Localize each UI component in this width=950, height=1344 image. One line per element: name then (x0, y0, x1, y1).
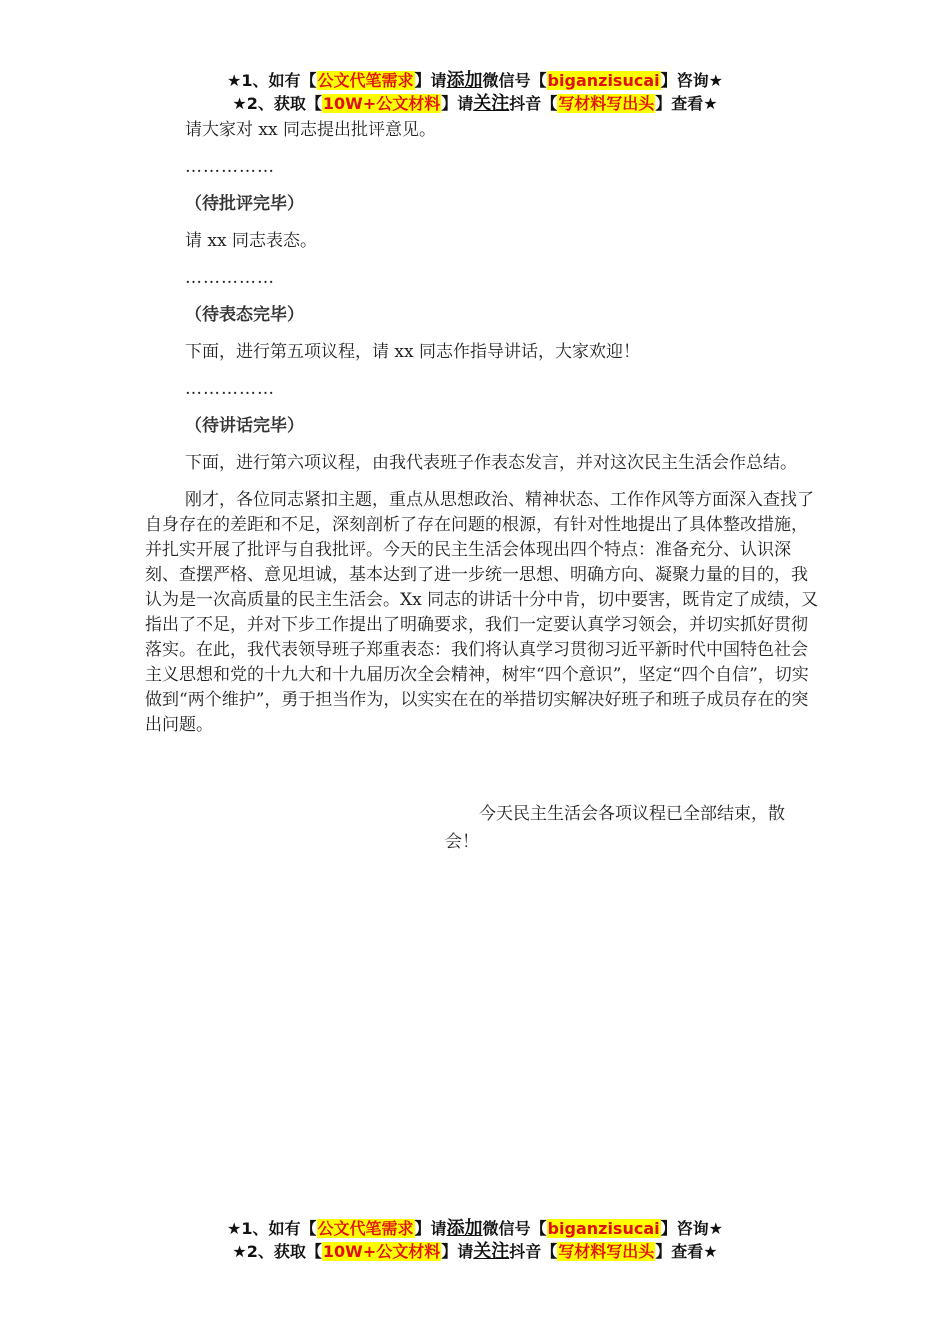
stage-note: （待讲话完毕） (185, 416, 304, 436)
banner-text: 】咨询★ (660, 1219, 723, 1238)
body-paragraph: 下面，进行第五项议程，请 xx 同志作指导讲话，大家欢迎！ (185, 342, 640, 362)
stage-note: （待批评完毕） (185, 194, 304, 214)
banner-highlight-wechat-id: biganzisucai (547, 71, 660, 90)
banner-text: 】请 (441, 94, 474, 113)
banner-highlight: 公文代笔需求 (317, 71, 414, 90)
banner-text: 】查看★ (655, 1242, 718, 1261)
banner-text: 】请 (414, 71, 447, 90)
banner-line-materials (0, 1240, 950, 1263)
banner-text: ★1、如有【 (227, 1219, 317, 1238)
banner-text: 微信号【 (482, 71, 547, 90)
ellipsis-line: …………… (185, 268, 275, 288)
banner-highlight-douyin: 写材料写出头 (558, 94, 655, 113)
banner-text: 抖音【 (509, 94, 558, 113)
banner-line-consult (0, 1217, 950, 1240)
ellipsis-line: …………… (185, 379, 275, 399)
banner-text: 微信号【 (482, 1219, 547, 1238)
banner-text: 】咨询★ (660, 71, 723, 90)
closing-line: 今天民主生活会各项议程已全部结束，散会！ (445, 804, 785, 852)
header-banner (0, 69, 950, 115)
banner-text: 】请 (414, 1219, 447, 1238)
banner-highlight: 公文代笔需求 (317, 1219, 414, 1238)
banner-highlight-wechat-id: biganzisucai (547, 1219, 660, 1238)
body-paragraph-summary: 刚才，各位同志紧扣主题，重点从思想政治、精神状态、工作作风等方面深入查找了自身存在的差距和不足，深刻剖析了存在问题的根源，有针对性地提出了具体整改措施，并扎实开展了批评与自我批评。今天的民主生活会体现出四个特点：准备充分、认识深刻、查摆严格、意见坦诚，基本达到了进一步统一思想、明确方向、凝聚力量的目的，我认为是一次高质量的民主生活会。Xx 同志的讲话十分中肯，切中要害，既肯定了成绩，又指出了不足，并对下步工作提出了明确要求，我们一定要认真学习领会，并切实抓好贯彻落实。在此，我代表领导班子郑重表态：我们将认真学习贯彻习近平新时代中国特色社会主义思想和党的十九大和十九届历次全会精神，树牢“四个意识”，坚定“四个自信”，切实做到“两个维护”，勇于担当作为，以实实在在的举措切实解决好班子和班子成员存在的突出问题。 (145, 490, 819, 735)
banner-text: ★2、获取【 (232, 1242, 322, 1261)
banner-highlight: 10W+公文材料 (322, 1242, 441, 1261)
banner-text: ★2、获取【 (232, 94, 322, 113)
body-paragraph: 下面，进行第六项议程，由我代表班子作表态发言，并对这次民主生活会作总结。 (185, 453, 797, 473)
body-paragraph: 请大家对 xx 同志提出批评意见。 (185, 120, 436, 140)
footer-banner (0, 1217, 950, 1263)
banner-line-materials (0, 92, 950, 115)
banner-text: 】请 (441, 1242, 474, 1261)
banner-text: ★1、如有【 (227, 71, 317, 90)
banner-highlight-douyin: 写材料写出头 (558, 1242, 655, 1261)
banner-emphasis: 关注 (473, 1241, 510, 1262)
banner-emphasis: 添加 (446, 70, 483, 91)
banner-text: 抖音【 (509, 1242, 558, 1261)
stage-note: （待表态完毕） (185, 305, 304, 325)
banner-text: 】查看★ (655, 94, 718, 113)
banner-emphasis: 添加 (446, 1218, 483, 1239)
document-body (145, 118, 820, 738)
ellipsis-line: …………… (185, 157, 275, 177)
banner-line-consult (0, 69, 950, 92)
banner-emphasis: 关注 (473, 93, 510, 114)
body-paragraph: 请 xx 同志表态。 (185, 231, 317, 251)
banner-highlight: 10W+公文材料 (322, 94, 441, 113)
